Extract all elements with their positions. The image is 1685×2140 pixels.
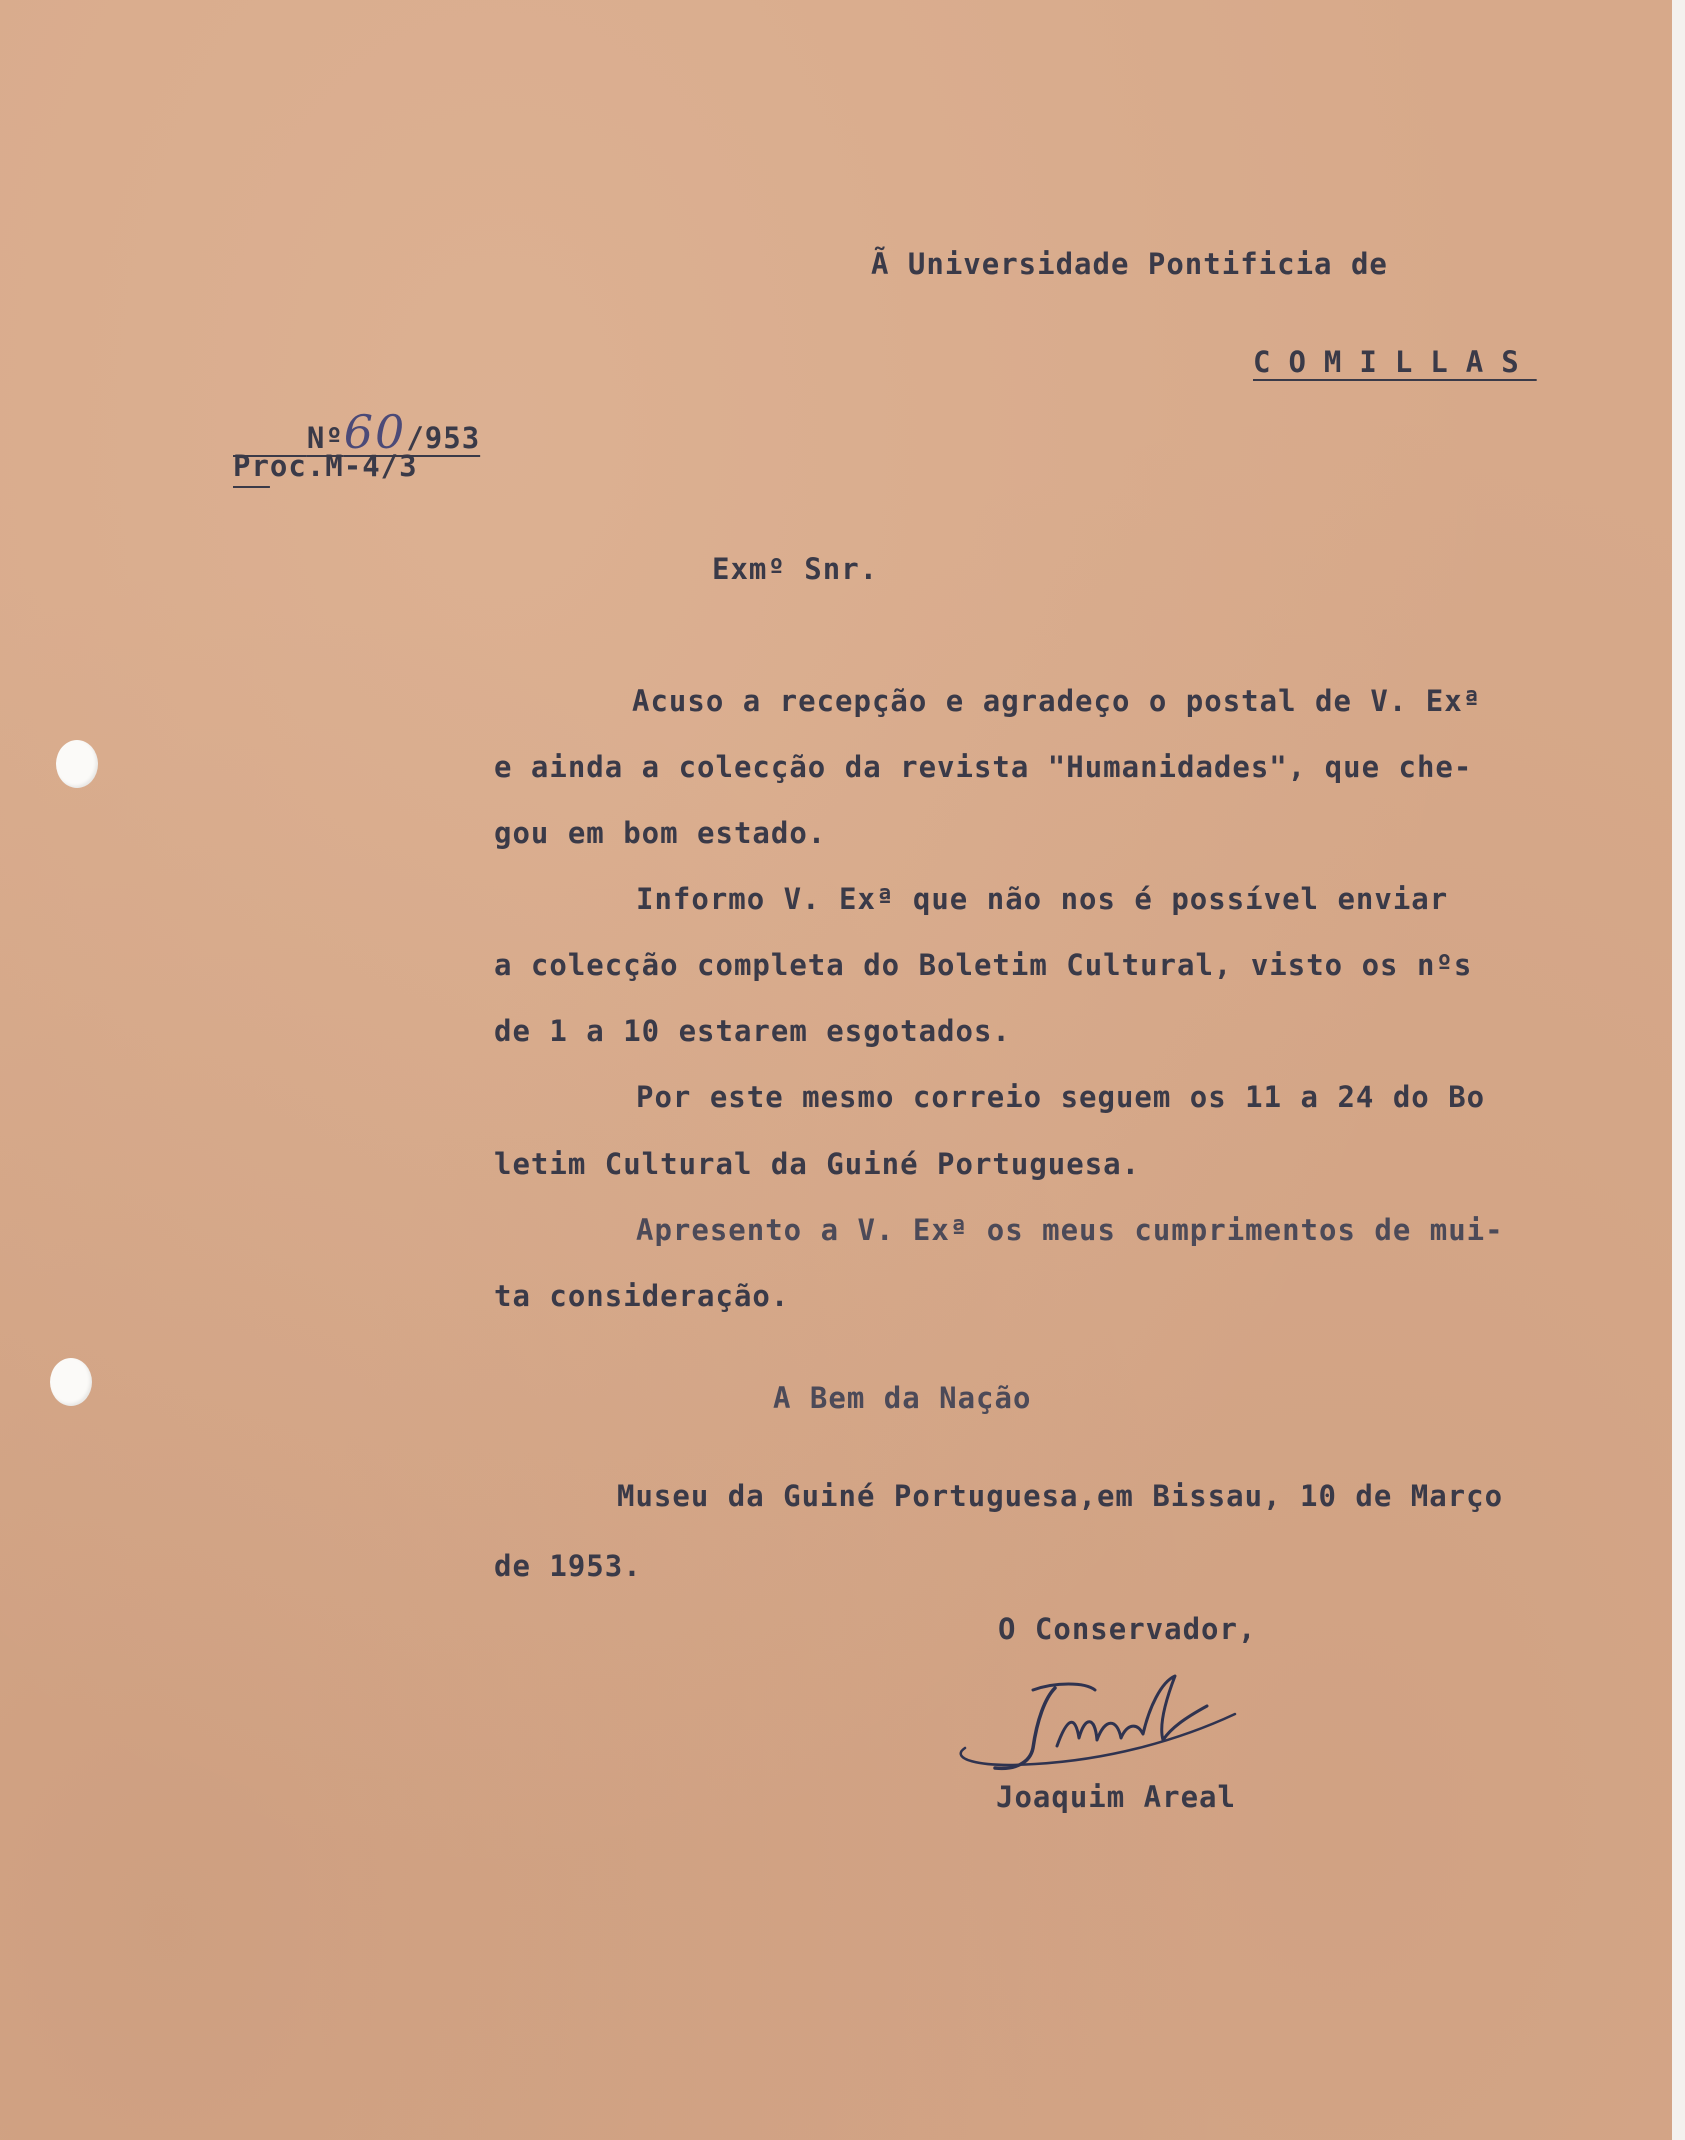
body-line: gou em bom estado. [494, 816, 827, 850]
body-line: ta consideração. [494, 1279, 790, 1313]
salutation: Exmº Snr. [712, 552, 879, 586]
closing-title: O Conservador, [998, 1612, 1257, 1646]
punch-hole-top [56, 740, 98, 788]
reference-number-prefix: Nº [306, 421, 344, 455]
body-line: Apresento a V. Exª os meus cumprimentos de mui- [636, 1213, 1504, 1247]
reference-number-suffix: /953 [406, 421, 481, 455]
place-date-line-1: Museu da Guiné Portuguesa,em Bissau, 10 de Março [617, 1479, 1504, 1513]
signature [945, 1668, 1265, 1778]
body-line: Informo V. Exª que não nos é possível enviar [636, 882, 1449, 916]
body-line: a colecção completa do Boletim Cultural, visto os nºs [494, 948, 1473, 982]
body-line: de 1 a 10 estarem esgotados. [494, 1014, 1011, 1048]
signatory-name: Joaquim Areal [996, 1780, 1236, 1814]
paper-edge [1672, 0, 1685, 2140]
recipient-line-1: Ã Universidade Pontificia de [871, 247, 1388, 281]
reference-number-handwritten: 60 [343, 405, 407, 459]
body-line: Acuso a recepção e agradeço o postal de V. Exª [632, 684, 1482, 718]
process-reference: Proc.M-4/3 [233, 449, 418, 483]
body-line: letim Cultural da Guiné Portuguesa. [494, 1147, 1141, 1181]
place-date-line-2: de 1953. [494, 1549, 642, 1583]
recipient-line-2: COMILLAS [1253, 345, 1537, 379]
punch-hole-bottom [50, 1358, 92, 1406]
body-line: e ainda a colecção da revista "Humanidades", que che- [494, 750, 1473, 784]
motto: A Bem da Nação [773, 1381, 1032, 1415]
body-line: Por este mesmo correio seguem os 11 a 24 do Bo [636, 1080, 1486, 1114]
